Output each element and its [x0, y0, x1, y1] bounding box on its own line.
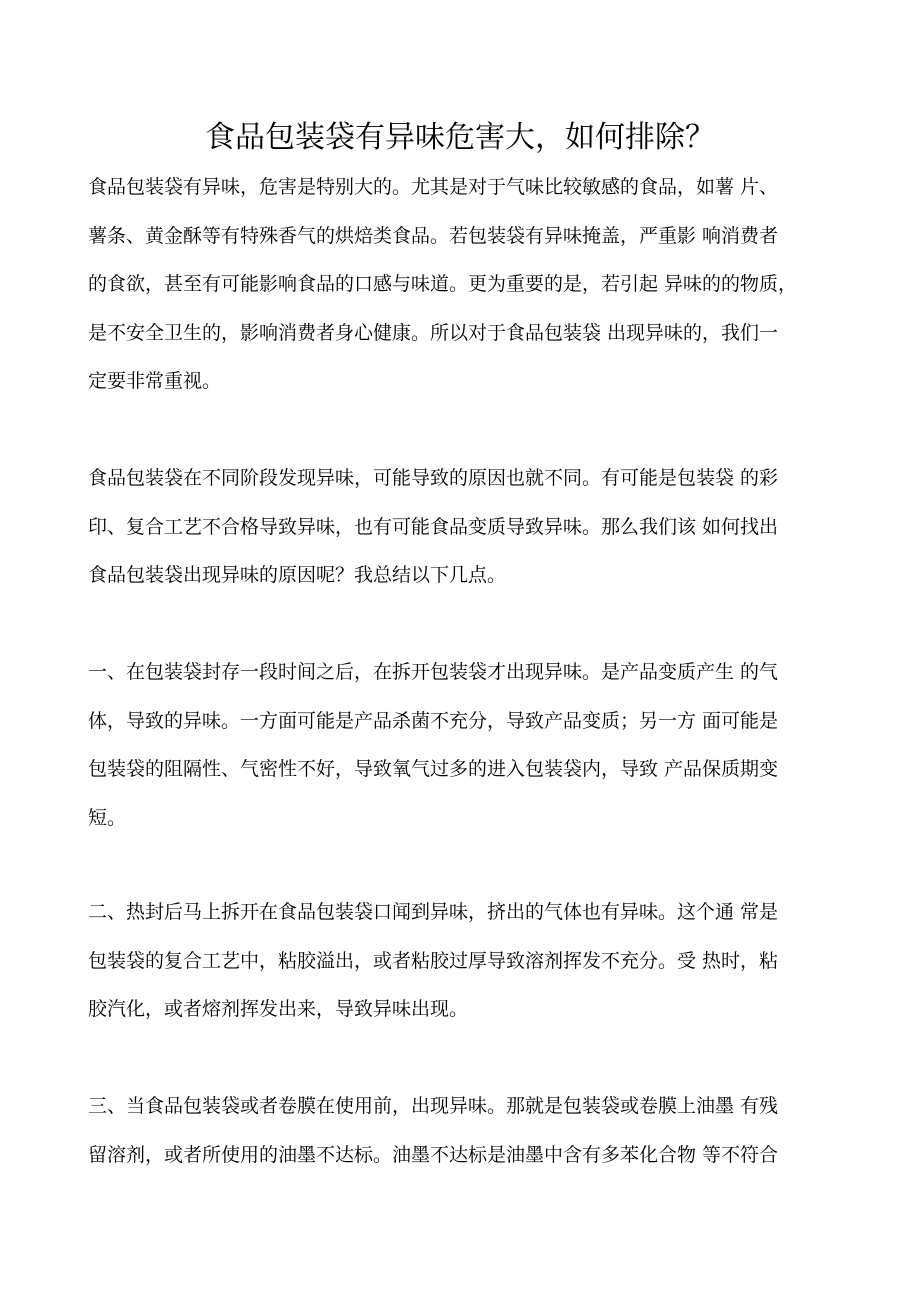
text-line: 食品包装袋有异味，危害是特别大的。尤其是对于气味比较敏感的食品，如薯 片、: [88, 176, 779, 198]
text-line: 一、在包装袋封存一段时间之后，在拆开包装袋才出现异味。是产品变质产生 的气: [88, 661, 779, 683]
text-line: 包装袋的阻隔性、气密性不好，导致氧气过多的进入包装袋内，导致 产品保质期变: [88, 758, 779, 780]
text-line: 留溶剂，或者所使用的油墨不达标。油墨不达标是油墨中含有多苯化合物 等不符合: [88, 1143, 779, 1166]
text-line: 食品包装袋出现异味的原因呢？我总结以下几点。: [88, 564, 507, 586]
text-line: 二、热封后马上拆开在食品包装袋口闻到异味，挤出的气体也有异味。这个通 常是: [88, 901, 779, 923]
text-line: 印、复合工艺不合格导致异味，也有可能食品变质导致异味。那么我们该 如何找出: [88, 515, 779, 538]
text-line: 三、当食品包装袋或者卷膜在使用前，出现异味。那就是包装袋或卷膜上油墨 有残: [88, 1095, 779, 1117]
text-line: 体，导致的异味。一方面可能是产品杀菌不充分，导致产品变质；另一方 面可能是: [88, 709, 779, 732]
text-line: 是不安全卫生的，影响消费者身心健康。所以对于食品包装袋 出现异味的，我们一: [88, 321, 779, 344]
text-line: 食品包装袋在不同阶段发现异味，可能导致的原因也就不同。有可能是包装袋 的彩: [88, 467, 779, 489]
text-line: 包装袋的复合工艺中，粘胶溢出，或者粘胶过厚导致溶剂挥发不充分。受 热时，粘: [88, 949, 779, 972]
text-line: 短。: [88, 806, 127, 829]
text-line: 薯条、黄金酥等有特殊香气的烘焙类食品。若包装袋有异味掩盖，严重影 响消费者: [88, 224, 779, 247]
paragraph-point-two: [88, 888, 848, 1034]
paragraph-point-three: [88, 1082, 848, 1179]
document-title: 食品包装袋有异味危害大，如何排除？: [205, 120, 715, 155]
text-line: 胶汽化，或者熔剂挥发出来，导致异味出现。: [88, 998, 469, 1020]
paragraph-point-one: [88, 648, 848, 842]
text-line: 的食欲，甚至有可能影响食品的口感与味道。更为重要的是，若引起 异味的的物质，: [88, 273, 798, 295]
paragraph-causes: [88, 454, 848, 600]
paragraph-intro: [88, 163, 848, 406]
text-line: 定要非常重视。: [88, 370, 222, 392]
